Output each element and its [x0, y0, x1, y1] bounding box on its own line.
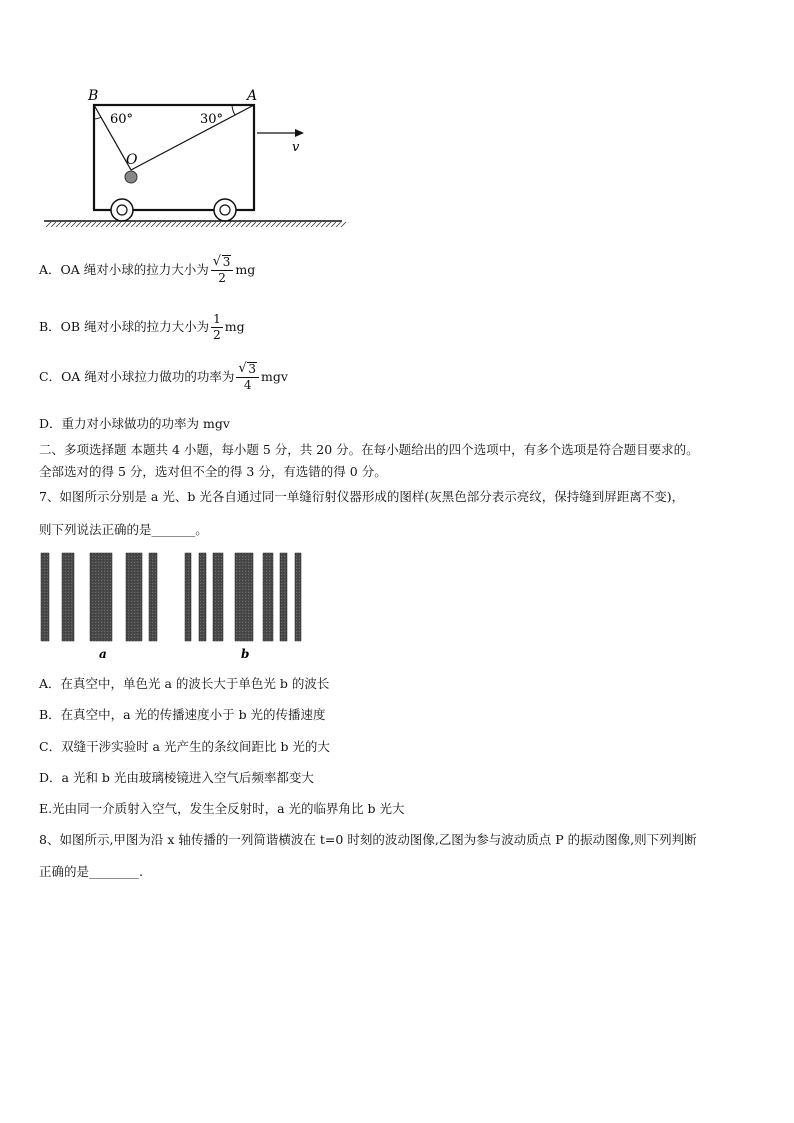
ground-hatch-line: [191, 222, 196, 227]
fringe-a-3: [90, 553, 112, 641]
ground-hatch-line: [231, 222, 236, 227]
ground-hatch-line: [166, 222, 171, 227]
ground-hatch-line: [291, 222, 296, 227]
fringe-a-5: [149, 553, 157, 641]
ground-hatch-line: [161, 222, 166, 227]
fringe-b-3: [213, 553, 223, 641]
ground-hatch-line: [286, 222, 291, 227]
ground-hatch-line: [136, 222, 141, 227]
section2-line2: 全部选对的得 5 分，选对但不全的得 3 分，有选错的得 0 分。: [39, 464, 387, 479]
label-a: a: [99, 647, 107, 661]
ground-hatch-line: [176, 222, 181, 227]
option-6C: C．OA 绳对小球拉力做功的功率为 √ 3 4 mgv: [39, 361, 288, 392]
ball: [125, 171, 137, 183]
ground-hatch-line: [146, 222, 151, 227]
ground-hatch-line: [91, 222, 96, 227]
fringe-b-4: [235, 553, 253, 641]
ground-hatch-line: [301, 222, 306, 227]
option-6D: D．重力对小球做功的功率为 mgv: [39, 416, 230, 431]
label-B: B: [88, 88, 99, 104]
ground-hatch-line: [66, 222, 71, 227]
ground-hatch-line: [296, 222, 301, 227]
wheel-right: [214, 199, 236, 221]
fraction: √ 3 4: [236, 362, 259, 393]
ground-hatch-line: [186, 222, 191, 227]
fringe-b-5: [263, 553, 273, 641]
ground-hatch-line: [211, 222, 216, 227]
ground-hatch-line: [46, 222, 51, 227]
ground-hatch-line: [86, 222, 91, 227]
fringe-b-6: [280, 553, 287, 641]
fringe-b-7: [295, 553, 301, 641]
fraction: √ 3 2: [211, 255, 234, 286]
ground-hatch-line: [236, 222, 241, 227]
ground-hatch-line: [126, 222, 131, 227]
wheel-left: [111, 199, 133, 221]
option-6A: A．OA 绳对小球的拉力大小为 √ 3 2 mg: [39, 254, 256, 285]
ground-hatch-line: [256, 222, 261, 227]
ground-hatch-line: [61, 222, 66, 227]
fringe-a-1: [41, 553, 49, 641]
option-7E: E.光由同一介质射入空气，发生全反射时，a 光的临界角比 b 光大: [39, 801, 405, 816]
ground-hatch-line: [76, 222, 81, 227]
label-A: A: [247, 88, 258, 104]
fraction: $\frac{1}{2}$: [213, 312, 221, 342]
ground-hatch-line: [221, 222, 226, 227]
ground-hatch-line: [196, 222, 201, 227]
ground-hatch-line: [246, 222, 251, 227]
ground-hatch-line: [206, 222, 211, 227]
option-7C: C．双缝干涉实验时 a 光产生的条纹间距比 b 光的大: [39, 739, 330, 754]
ground-hatch-line: [96, 222, 101, 227]
q7-stem-line1: 7、如图所示分别是 a 光、b 光各自通过同一单缝衍射仪器形成的图样(灰黑色部分表示亮纹，保持缝到屏距离不变)，: [39, 489, 685, 504]
ground-hatch-line: [181, 222, 186, 227]
option-7B: B．在真空中，a 光的传播速度小于 b 光的传播速度: [39, 707, 326, 722]
ground-hatch-line: [201, 222, 206, 227]
option-7D: D．a 光和 b 光由玻璃棱镜进入空气后频率都变大: [39, 770, 314, 785]
label-b: b: [241, 647, 250, 661]
ground-hatch-line: [101, 222, 106, 227]
label-v: v: [292, 140, 300, 155]
angle-arc-A: [232, 105, 235, 115]
ground-hatch-line: [336, 222, 341, 227]
ground-hatch-line: [131, 222, 136, 227]
angle-label-B: 60°: [110, 112, 134, 127]
q8-stem-line2: 正确的是________.: [39, 864, 143, 879]
ground-hatch-line: [266, 222, 271, 227]
ground-hatch-line: [311, 222, 316, 227]
ground-hatch-line: [251, 222, 256, 227]
ground-hatch-line: [111, 222, 116, 227]
angle-label-A: 30°: [200, 112, 224, 127]
string-OA: [131, 105, 254, 170]
ground-hatch-line: [216, 222, 221, 227]
ground-hatch-line: [261, 222, 266, 227]
ground-hatch-line: [281, 222, 286, 227]
diffraction-patterns: [38, 550, 308, 662]
ground-hatch-line: [171, 222, 176, 227]
q8-stem-line1: 8、如图所示,甲图为沿 x 轴传播的一列简谐横波在 t=0 时刻的波动图像,乙图为参与波动质点 P 的振动图像,则下列判断: [39, 832, 697, 847]
section2-line1: 二、多项选择题 本题共 4 小题，每小题 5 分，共 20 分。在每小题给出的四个选项中，有多个选项是符合题目要求的。: [39, 442, 699, 457]
ground-hatch-line: [81, 222, 86, 227]
ground-hatch-line: [141, 222, 146, 227]
ground-hatch-line: [321, 222, 326, 227]
ground-hatch-line: [71, 222, 76, 227]
ground-hatch-line: [306, 222, 311, 227]
ground-hatch-line: [56, 222, 61, 227]
ground-hatch-line: [316, 222, 321, 227]
fringe-b-1: [185, 553, 191, 641]
fringe-b-2: [199, 553, 206, 641]
ground-hatch-line: [271, 222, 276, 227]
cart-diagram: [40, 85, 350, 235]
ground-hatch-line: [226, 222, 231, 227]
ground-hatch-line: [116, 222, 121, 227]
ground-hatch-line: [341, 222, 346, 227]
fringe-a-2: [62, 553, 74, 641]
ground-hatch-line: [106, 222, 111, 227]
option-7A: A．在真空中，单色光 a 的波长大于单色光 b 的波长: [39, 676, 330, 691]
ground-hatch-line: [331, 222, 336, 227]
ground-hatch-line: [326, 222, 331, 227]
fringe-a-4: [126, 553, 142, 641]
q7-stem-line2: 则下列说法正确的是_______。: [39, 522, 208, 537]
ground-hatch-line: [121, 222, 126, 227]
ground-hatch-line: [276, 222, 281, 227]
ground-hatch-line: [156, 222, 161, 227]
ground-hatch-line: [151, 222, 156, 227]
label-O: O: [126, 152, 138, 168]
option-6B: B．OB 绳对小球的拉力大小为 $\frac{1}{2}$ mg: [39, 312, 245, 342]
ground-hatch-line: [241, 222, 246, 227]
ground-hatch-line: [51, 222, 56, 227]
